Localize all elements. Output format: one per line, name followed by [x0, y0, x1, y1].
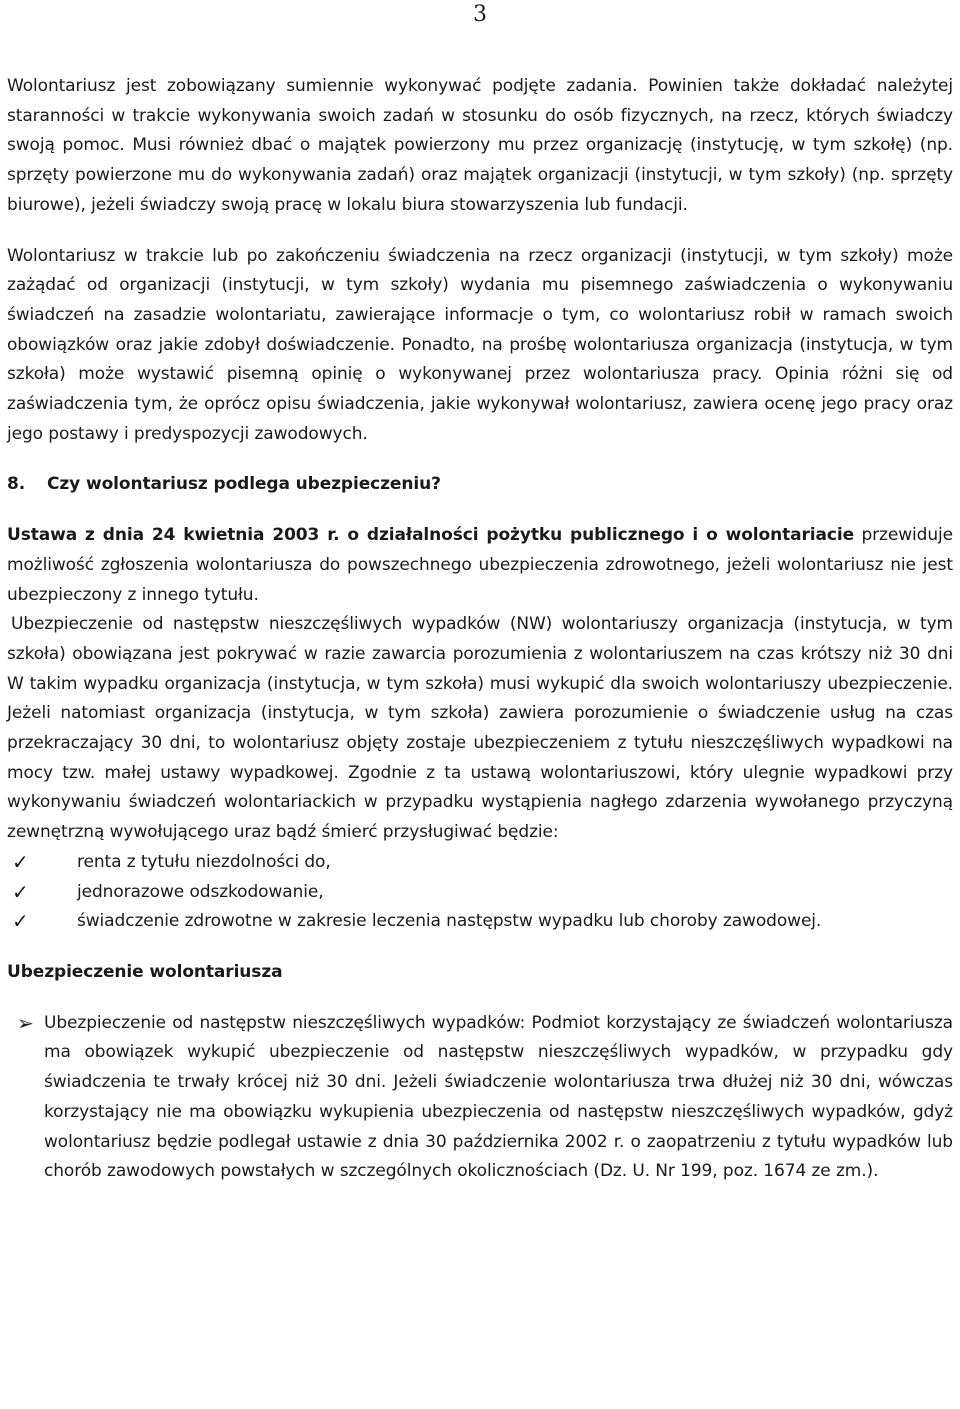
check-mark-icon: ✓: [12, 879, 29, 904]
paragraph-certificate: Wolontariusz w trakcie lub po zakończeniu świadczenia na rzecz organizacji (instytucji, w tym szkoły) może zażądać od organizacji (instytucji, w tym szkoły) wydania mu pisemnego zaświadczenia o wykonywaniu świadczeń na zasadzie wolontariatu, zawierające informacje o tym, co wolontariusz robił w ramach swoich obowiązków oraz jakie zdobył doświadczenie. Ponadto, na prośbę wolontariusza organizacja (instytucja, w tym szkoła) może wystawić pisemną opinię o wykonywanej przez wolontariusza pracy. Opinia różni się od zaświadczenia tym, że oprócz opisu świadczenia, jakie wykonywał wolontariusz, zawiera ocenę jego pracy oraz jego postawy i predyspozycji zawodowych.: [7, 245, 953, 444]
arrow-bullet-icon: ➢: [17, 1010, 34, 1035]
insurance-item-text: Ubezpieczenie od następstw nieszczęśliwych wypadków: Podmiot korzystający ze świadczeń wolontariusza ma obowiązek wykupić ubezpieczenie od następstw nieszczęśliwych wypadków, w przypadku gdy świadczenia te trwały krócej niż 30 dni. Jeżeli świadczenie wolontariusza trwa dłużej niż 30 dni, wówczas korzystający nie ma obowiązku wykupienia ubezpieczenia od następstw nieszczęśliwych wypadków, gdyż wolontariusz będzie podlegał ustawie z dnia 30 października 2002 r. o zaopatrzeniu z tytułu wypadków lub chorób zawodowych powstałych w szczególnych okolicznościach (Dz. U. Nr 199, poz. 1674 ze zm.).: [44, 1012, 953, 1182]
paragraph-obligations: Wolontariusz jest zobowiązany sumiennie wykonywać podjęte zadania. Powinien także dokładać należytej staranności w trakcie wykonywania swoich zadań w stosunku do osób fizycznych, na rzecz, których świadczy swoją pomoc. Musi również dbać o majątek powierzony mu przez organizację (instytucję, w tym szkołę) (np. sprzęty powierzone mu do wykonywania zadań) oraz majątek organizacji (instytucji, w tym szkoły) (np. sprzęty biurowe), jeżeli świadczy swoją pracę w lokalu biura stowarzyszenia lub fundacji.: [7, 76, 953, 215]
paragraph-law: [7, 521, 953, 610]
page-number: 3: [473, 2, 487, 27]
list-item: [7, 907, 953, 937]
insurance-item: [7, 1009, 953, 1187]
law-text: przewiduje możliwość zgłoszenia wolontariusza do powszechnego ubezpieczenia zdrowotnego, jeżeli wolontariusz nie jest ubezpieczony z innego tytułu.: [7, 525, 953, 605]
section-heading-8: [7, 470, 953, 500]
list-item: [7, 878, 953, 908]
section-number: 8.: [7, 474, 26, 495]
list-item-text: jednorazowe odszkodowanie,: [77, 881, 324, 902]
check-mark-icon: ✓: [12, 849, 29, 874]
paragraph-nw-insurance: Ubezpieczenie od następstw nieszczęśliwych wypadków (NW) wolontariuszy organizacja (instytucja, w tym szkoła) obowiązana jest pokrywać w razie zawarcia porozumienia z wolontariuszem na czas krótszy niż 30 dni W takim wypadku organizacja (instytucja, w tym szkoła) musi wykupić dla swoich wolontariuszy ubezpieczenie. Jeżeli natomiast organizacja (instytucja, w tym szkoła) zawiera porozumienie o świadczenie usług na czas przekraczający 30 dni, to wolontariusz objęty zostaje ubezpieczeniem z tytułu nieszczęśliwych wypadkowi na mocy tzw. małej ustawy wypadkowej. Zgodnie z ta ustawą wolontariuszowi, który ulegnie wypadkowi przy wykonywaniu świadczeń wolontariackich w przypadku wystąpienia nagłego zdarzenia wywołanego przyczyną zewnętrzną wywołującego uraz bądź śmierć przysługiwać będzie:: [7, 614, 953, 843]
section-title: Czy wolontariusz podlega ubezpieczeniu?: [47, 474, 441, 495]
list-item-text: świadczenie zdrowotne w zakresie leczenia następstw wypadku lub choroby zawodowej.: [77, 911, 822, 932]
benefits-list: [7, 848, 953, 937]
list-item-text: renta z tytułu niezdolności do,: [77, 851, 331, 872]
list-item: [7, 848, 953, 878]
check-mark-icon: ✓: [12, 909, 29, 934]
law-title: Ustawa z dnia 24 kwietnia 2003 r. o działalności pożytku publicznego i o wolontariacie: [7, 525, 855, 546]
insurance-heading: Ubezpieczenie wolontariusza: [7, 961, 283, 982]
document-body: [7, 72, 953, 1187]
